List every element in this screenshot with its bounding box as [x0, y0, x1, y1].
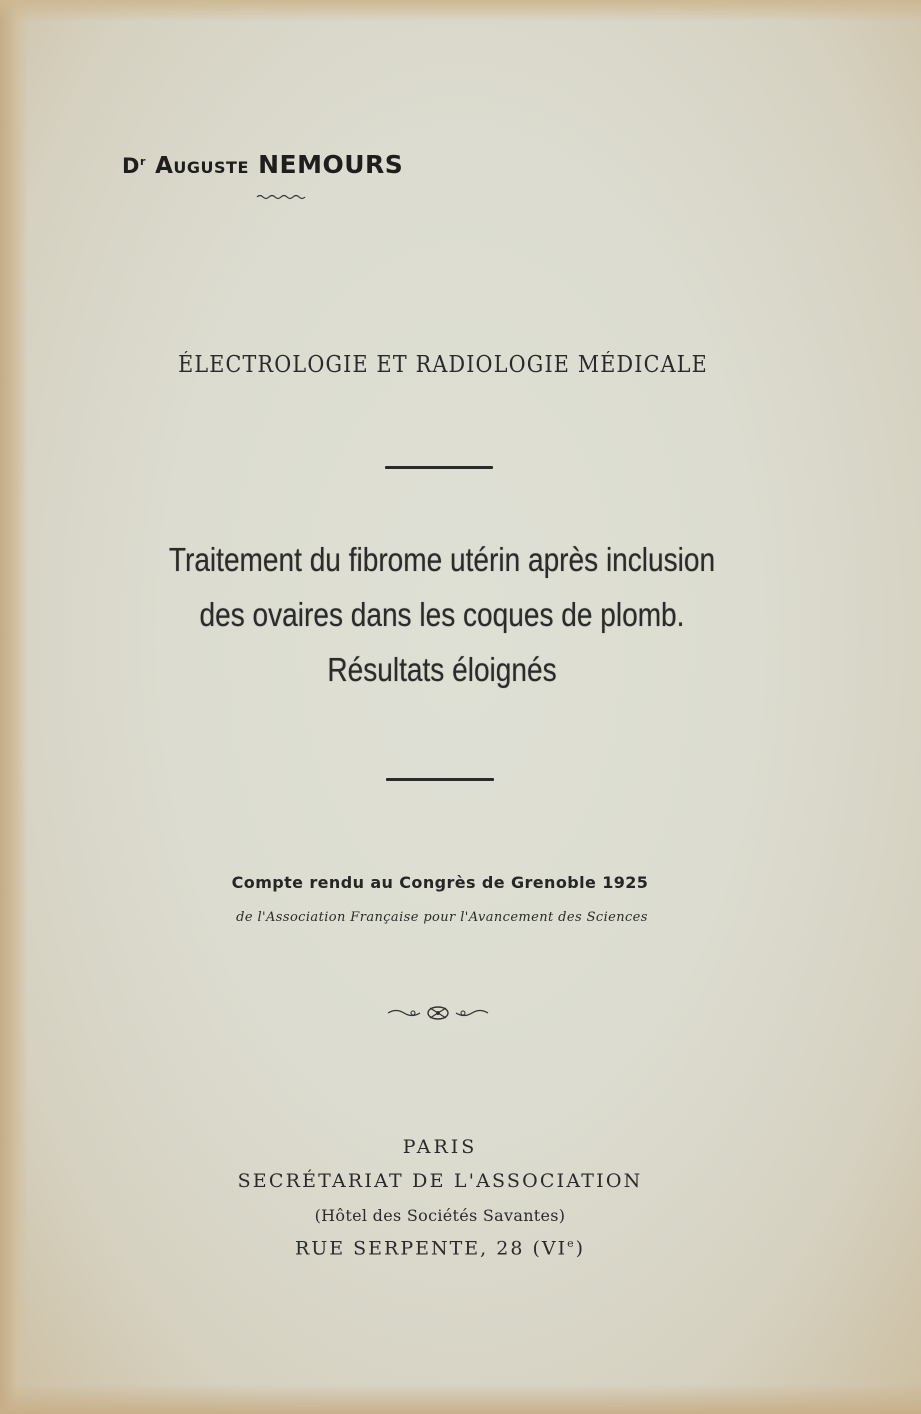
imprint-address [0, 1237, 880, 1259]
squiggle-ornament-icon [256, 193, 306, 201]
congress-note: Compte rendu au Congrès de Grenoble 1925 [231, 873, 649, 892]
imprint-address-close: ) [575, 1237, 586, 1260]
aged-left-edge [0, 0, 28, 1414]
title-line-1: Traitement du fibrome utérin après inclusion [168, 541, 716, 578]
imprint-publisher: SECRÉTARIAT DE L'ASSOCIATION [237, 1170, 643, 1192]
title-line-3: Résultats éloignés [327, 651, 557, 688]
imprint-city: PARIS [402, 1136, 478, 1158]
divider-rule-top [385, 466, 493, 469]
field-heading: ÉLECTROLOGIE ET RADIOLOGIE MÉDICALE [178, 352, 708, 378]
aged-top-edge [0, 0, 921, 22]
title-line-2: des ovaires dans les coques de plomb. [199, 596, 685, 633]
association-note: de l'Association Française pour l'Avancement des Sciences [236, 910, 648, 925]
divider-rule-bottom [386, 778, 494, 781]
imprint-address-main: RUE SERPENTE, 28 (VI [294, 1237, 568, 1260]
imprint-address-sup: e [567, 1237, 576, 1250]
author-prefix-sup: r [139, 155, 146, 168]
imprint-venue: (Hôtel des Sociétés Savantes) [314, 1206, 566, 1225]
author-first-name: Auguste [155, 153, 249, 179]
author-prefix: $D^r$ [122, 154, 146, 178]
author-last-name: NEMOURS [258, 150, 404, 179]
author-name [122, 150, 403, 179]
fleuron-ornament-icon [386, 1004, 490, 1022]
aged-bottom-edge [0, 1384, 921, 1414]
